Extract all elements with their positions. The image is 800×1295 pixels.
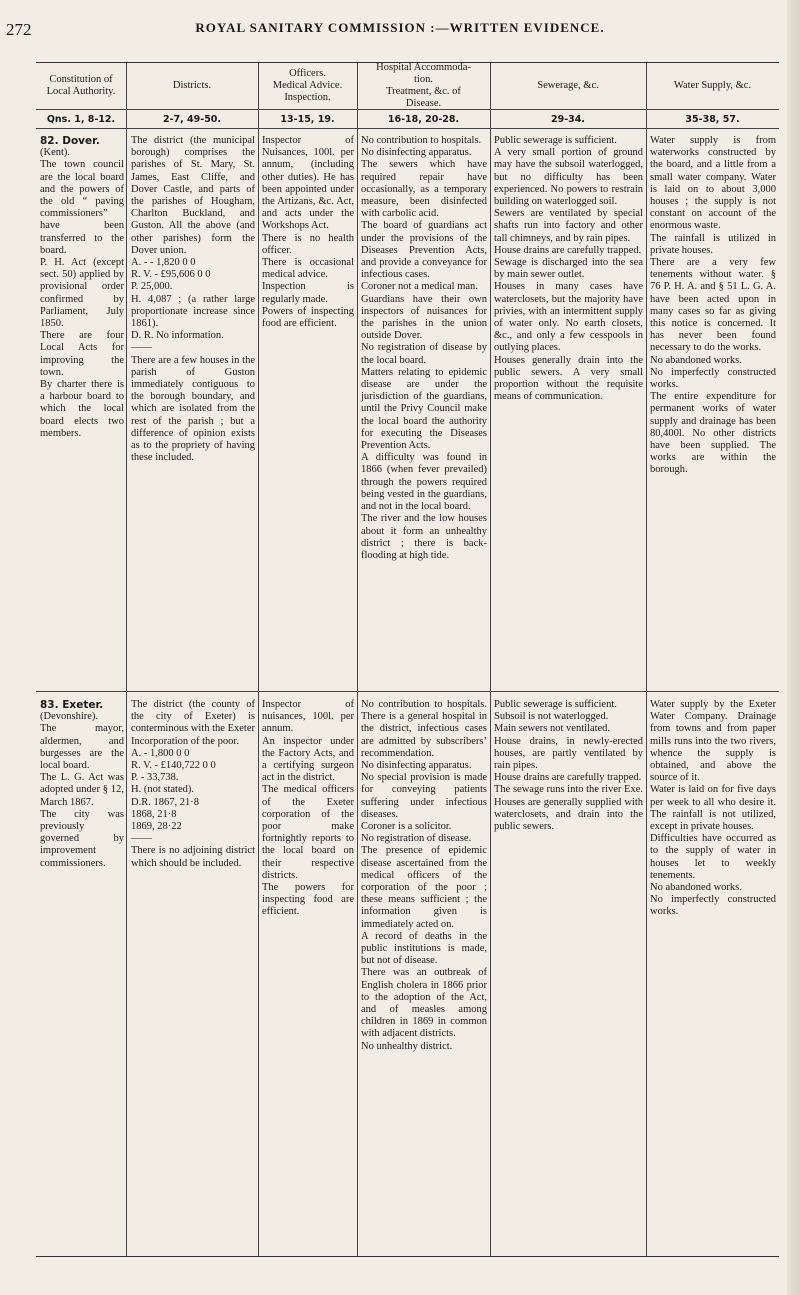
header-districts: Districts.: [172, 80, 212, 91]
ref-constitution: Qns. 1, 8-12.: [46, 113, 116, 125]
header-sewerage: Sewerage, &c.: [537, 80, 599, 91]
entry-exeter-officers: Inspector of nuisances, 100l. per annum. An inspector under the Factory Acts, and a certifying surgeon act in the district. The medical officers of the Exeter corporation of the poor make fortnightly reports to the local board on their respective districts. The powers for inspecting food are efficient.: [262, 699, 354, 918]
ref-hospital: 16-18, 20-28.: [387, 113, 460, 125]
entry-title: 83. Exeter.: [40, 699, 104, 711]
entry-exeter-constitution: 83. Exeter. (Devonshire). The mayor, aldermen, and burgesses are the local board. The L. G. Act was adopted under § 12, March 1867. The city was previously governed by improvement commissioners.: [40, 699, 124, 869]
running-head: ROYAL SANITARY COMMISSION :—WRITTEN EVIDENCE.: [195, 20, 605, 35]
ref-officers: 13-15, 19.: [280, 113, 335, 125]
header-water: Water Supply, &c.: [673, 80, 752, 91]
header-hospital: Hospital Accommoda- tion. Treatment, &c. of Disease.: [376, 62, 471, 109]
entry-dover-hospital: No contribution to hospitals. No disinfecting apparatus. The sewers which have required repair have occasionally, as a temporary measure, been disinfected with carbolic acid. The board of guardians act under the provisions of the Diseases Prevention Acts, and provide a conveyance for infectious cases. Coroner not a medical man. Guardians have their own inspectors of nuisances for the parishes in the union outside Dover. No registration of disease by the local board. Matters relating to epidemic disease are under the jurisdiction of the guardians, until the Privy Council make the local board the authority for executing the Diseases Prevention Acts. A difficulty was found in 1866 (when fever prevailed) through the powers required being vested in the guardians, and not in the local board. The river and the low houses about it form an unhealthy district ; there is back-flooding at high tide.: [361, 135, 487, 561]
facing-page-edge: [787, 0, 800, 1295]
ref-water: 35-38, 57.: [685, 113, 740, 125]
entry-dover-sewerage: Public sewerage is sufficient. A very small portion of ground may have the subsoil waterlogged, but no difficulty has been experienced. No powers to restrain building on waterlogged soil. Sewers are ventilated by special shafts run into factory and other tall chimneys, and by rain pipes. House drains are carefully trapped. Sewage is discharged into the sea by main sewer outlet. Houses in many cases have waterclosets, but the majority have privies, with an intermittent supply of water only. No earth closets, &c., and only a few cesspools in outlying places. Houses generally drain into the public sewers. A very small proportion without the requisite means of communication.: [494, 135, 643, 403]
entry-dover-officers: Inspector of Nuisances, 100l. per annum, (including other duties). He has been appointed under the Artizans, &c. Act, and acts under the Workshops Act. There is no health officer. There is occasional medical advice. Inspection is regularly made. Powers of inspecting food are efficient.: [262, 135, 354, 330]
evidence-table: [36, 62, 779, 1257]
ref-districts: 2-7, 49-50.: [162, 113, 222, 125]
entry-exeter-sewerage: Public sewerage is sufficient. Subsoil is not waterlogged. Main sewers not ventilated. House drains, in newly-erected houses, are partly ventilated by rain pipes. House drains are carefully trapped. The sewage runs into the river Exe. Houses are generally supplied with waterclosets, and drain into the public sewers.: [494, 699, 643, 833]
header-constitution: Constitution of Local Authority.: [46, 74, 116, 97]
entry-exeter-water: Water supply by the Exeter Water Company. Drainage from towns and from paper mills runs into the two rivers, whence the supply is obtained, and above the source of it. Water is laid on for five days per week to all who desire it. The rainfall is not utilized, except in private houses. Difficulties have occurred as to the supply of water in houses let to weekly tenements. No abandoned works. No imperfectly constructed works.: [650, 699, 776, 918]
page-number: 272: [6, 20, 32, 39]
entry-title: 82. Dover.: [40, 135, 100, 147]
entry-dover-water: Water supply is from waterworks constructed by the board, and a little from a small water company. Water is laid on to about 3,000 houses ; the supply is not constant on account of the enormous waste. The rainfall is utilized in private houses. There are a very few tenements without water. § 76 P. H. A. and § 51 L. G. A. have been acted upon in many cases so far as giving this notice is concerned. It has never been found necessary to do the works. No abandoned works. No imperfectly constructed works. The entire expenditure for permanent works of water supply and drainage has been 80,400l. No other districts have been supplied. The works are within the borough.: [650, 135, 776, 476]
entry-dover-constitution: 82. Dover. (Kent). The town council are the local board and the powers of the old “ paving commissioners” have been transferred to the board. P. H. Act (except sect. 50) applied by provisional order confirmed by Parliament, July 1850. There are four Local Acts for improving the town. By charter there is a harbour board to which the local board elects two members.: [40, 135, 124, 439]
entry-exeter-hospital: No contribution to hospitals. There is a general hospital in the district, infectious cases are admitted by subscribers’ recommendation. No disinfecting apparatus. No special provision is made for conveying patients suffering under infectious diseases. Coroner is a solicitor. No registration of disease. The presence of epidemic disease ascertained from the medical officers of the corporation of the poor ; these means sufficient ; the information given is immediately acted on. A record of deaths in the public institutions is made, but not of disease. There was an outbreak of English cholera in 1866 prior to the adoption of the Act, and of measles among children in 1869 in common with adjacent districts. No unhealthy district.: [361, 699, 487, 1052]
entry-dover-districts: The district (the municipal borough) comprises the parishes of St. Mary, St. James, East Cliffe, and Dover Castle, and parts of the parishes of Hougham, Charlton Buckland, and Guston. All the above (and other parishes) form the Dover union. A. - - 1,820 0 0 R. V. - £95,606 0 0 P. 25,000. H. 4,087 ; (a rather large proportionate increase since 1861). D. R. No information. —— There are a few houses in the parish of Guston immediately contiguous to the borough boundary, and which are isolated from the rest of the parish ; but a difference of opinion exists as to the propriety of having these included.: [131, 135, 255, 464]
ref-sewerage: 29-34.: [551, 113, 585, 125]
header-officers: Officers. Medical Advice. Inspection.: [272, 68, 343, 103]
entry-exeter-districts: The district (the county of the city of Exeter) is conterminous with the Exeter Incorporation of the poor. A. - 1,800 0 0 R. V. - £140,722 0 0 P. - 33,738. H. (not stated). D.R. 1867, 21·8 1868, 21·8 1869, 28·22 —— There is no adjoining district which should be included.: [131, 699, 255, 869]
